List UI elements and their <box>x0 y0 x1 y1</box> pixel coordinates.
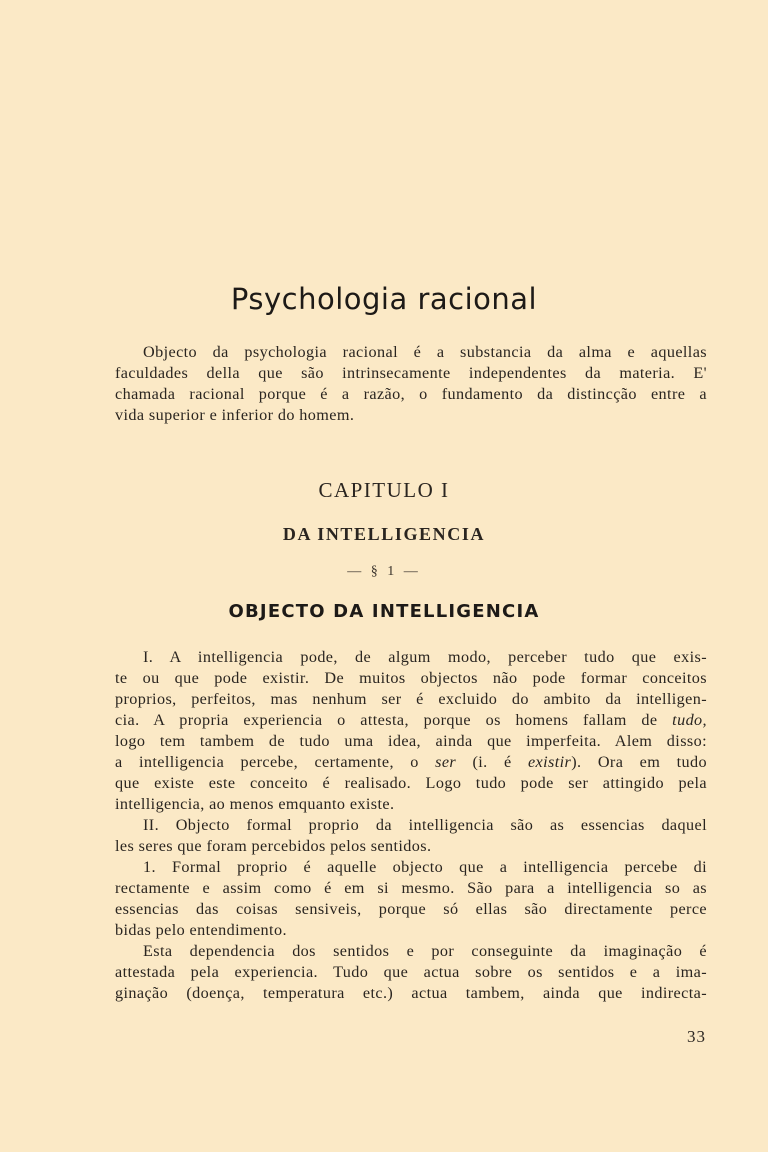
body-line: te ou que pode existir. De muitos objectos não pode formar conceitos <box>115 669 707 687</box>
body-text: (i. é <box>456 753 528 771</box>
body-text: ). Ora em tudo <box>571 753 708 771</box>
body-paragraph-1 <box>115 647 707 815</box>
body-line: ginação (doença, temperatura etc.) actua tambem, ainda que indirecta- <box>115 984 707 1002</box>
italic-word-existir: existir <box>527 753 572 771</box>
intro-paragraph <box>115 342 707 426</box>
section-title: OBJECTO DA INTELLIGENCIA <box>228 601 540 622</box>
body-line: essencias das coisas sensiveis, porque só ellas são directamente perce <box>115 900 707 918</box>
body-line: I. A intelligencia pode, de algum modo, perceber tudo que exis- <box>143 648 707 666</box>
body-line: logo tem tambem de tudo uma idea, ainda que imperfeita. Alem disso: <box>115 732 707 750</box>
page-number: 33 <box>687 1027 706 1046</box>
body-text: a intelligencia percebe, certamente, o <box>115 753 436 771</box>
body-line: que existe este conceito é realisado. Logo tudo pode ser attingido pela <box>115 774 707 792</box>
intro-line: faculdades della que são intrinsecamente independentes da materia. E' <box>115 364 707 382</box>
body-line: proprios, perfeitos, mas nenhum ser é excluido do ambito da intelligen- <box>115 690 707 708</box>
body-line: attestada pela experiencia. Tudo que actua sobre os sentidos e a ima- <box>115 963 707 981</box>
body-line: 1. Formal proprio é aquelle objecto que a intelligencia percebe di <box>143 858 707 876</box>
body-paragraph-3 <box>115 857 707 941</box>
body-line: les seres que foram percebidos pelos sentidos. <box>115 837 432 855</box>
chapter-number: CAPITULO I <box>318 478 450 502</box>
chapter-name: DA INTELLIGENCIA <box>282 524 486 544</box>
intro-line: chamada racional porque é a razão, o fundamento da distincção entre a <box>115 385 707 403</box>
italic-word-ser: ser <box>435 753 457 771</box>
body-paragraph-4 <box>115 941 707 1004</box>
body-line: bidas pelo entendimento. <box>115 921 287 939</box>
section-mark: — § 1 — <box>347 564 421 579</box>
body-paragraph-2 <box>115 815 707 857</box>
intro-line: vida superior e inferior do homem. <box>115 406 355 424</box>
body-line: II. Objecto formal proprio da intelligencia são as essencias daquel <box>143 816 707 834</box>
page-title: Psychologia racional <box>230 282 538 316</box>
body-line: intelligencia, ao menos emquanto existe. <box>115 795 395 813</box>
body-text: cia. A propria experiencia o attesta, porque os homens fallam de <box>115 711 673 729</box>
body-line: Esta dependencia dos sentidos e por conseguinte da imaginação é <box>143 942 707 960</box>
body-line: rectamente e assim como é em si mesmo. São para a intelligencia so as <box>115 879 707 897</box>
italic-word-tudo: tudo, <box>672 711 707 729</box>
body-line <box>115 752 707 773</box>
body-line <box>115 710 707 731</box>
intro-line: Objecto da psychologia racional é a substancia da alma e aquellas <box>143 343 707 361</box>
